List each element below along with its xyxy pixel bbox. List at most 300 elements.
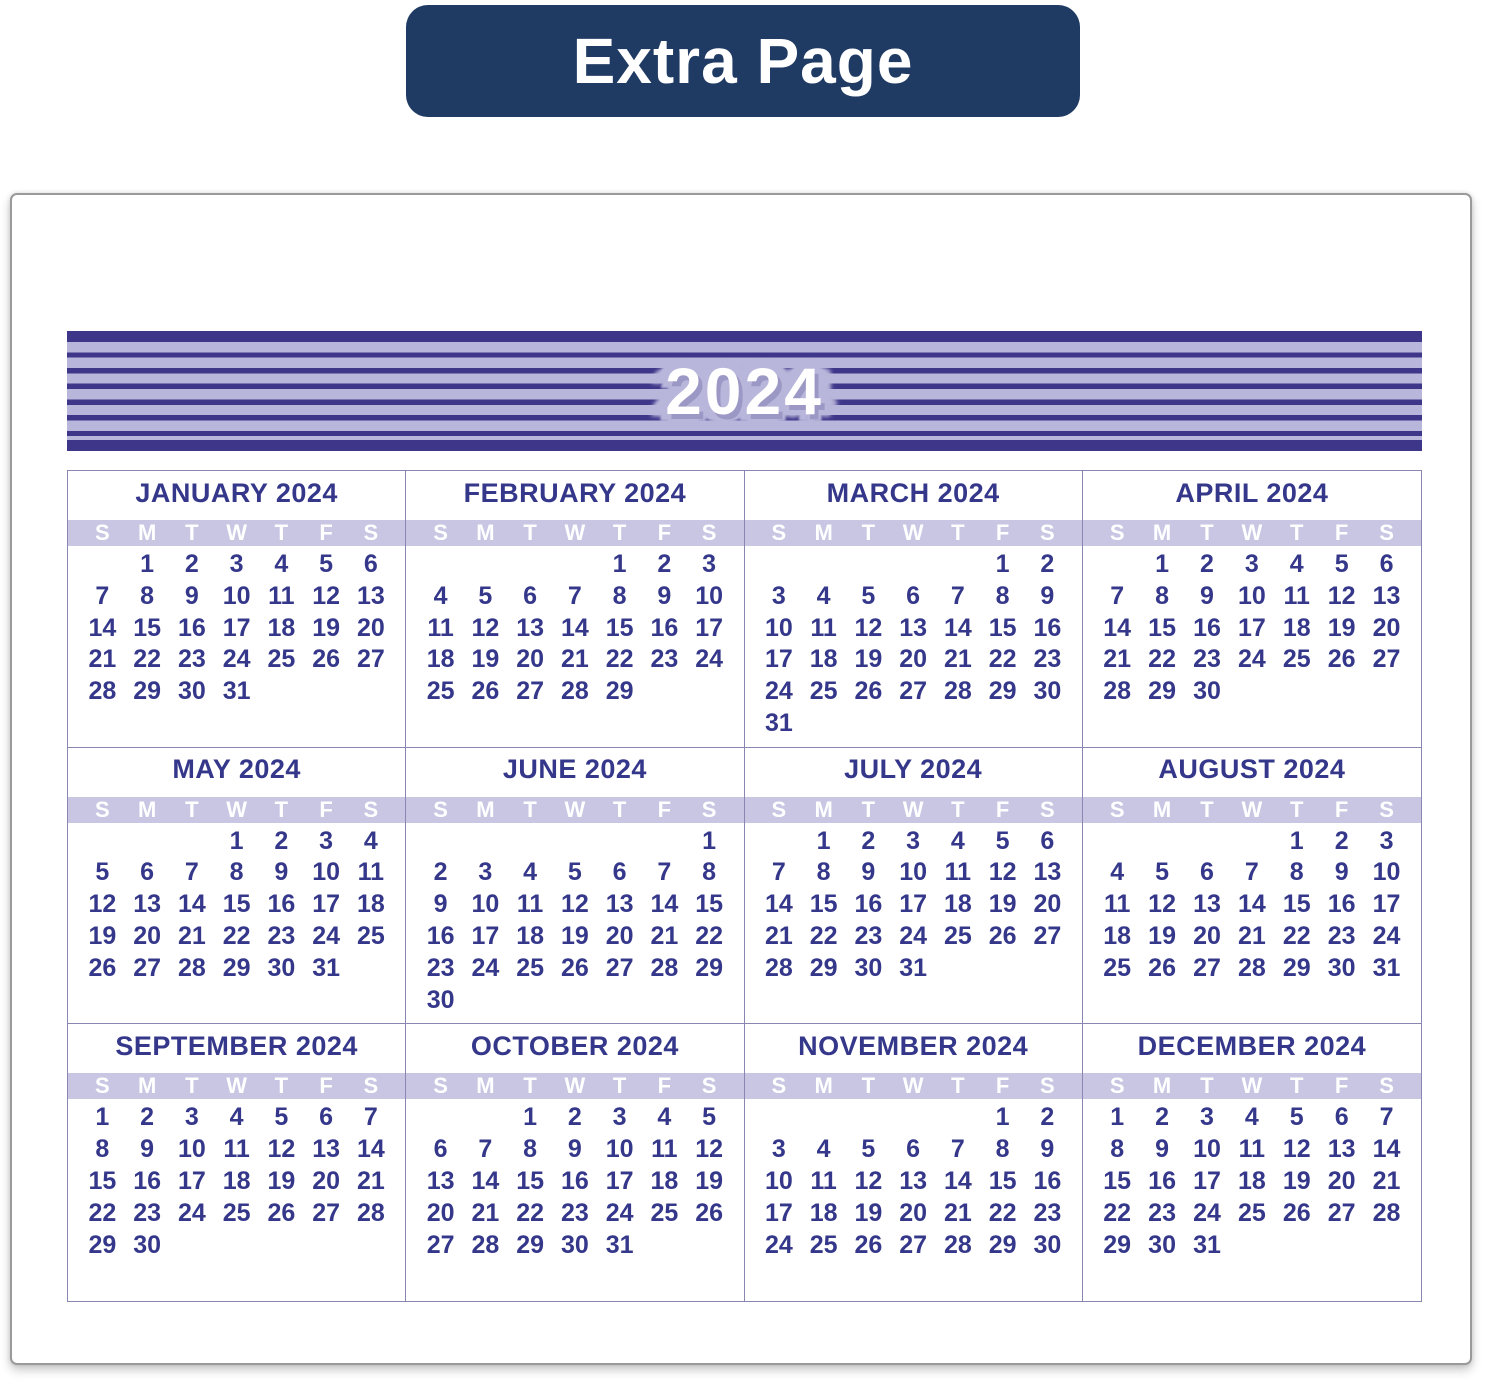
date-cell: 15 — [1282, 890, 1311, 919]
date-cell: 25 — [1103, 953, 1132, 982]
weekday-label: M — [814, 1073, 833, 1099]
date-cell: 8 — [140, 581, 155, 610]
date-cell: 1 — [702, 826, 717, 855]
date-cell-empty — [304, 676, 349, 708]
date-cell: 27 — [899, 1230, 928, 1259]
date-cell-empty — [80, 549, 125, 581]
date-cell: 12 — [471, 613, 500, 642]
dates-grid — [745, 1099, 1082, 1261]
date-cell: 27 — [899, 677, 928, 706]
date-cell: 8 — [1289, 858, 1304, 887]
date-cell: 28 — [943, 677, 972, 706]
month-title: JULY 2024 — [844, 754, 983, 785]
weekday-label: T — [1290, 1073, 1304, 1099]
weekday-label: M — [137, 520, 157, 545]
dates-grid — [68, 546, 405, 708]
date-cell: 10 — [471, 890, 500, 919]
date-cell: 14 — [943, 1166, 972, 1195]
weekday-label: M — [137, 1073, 157, 1099]
date-cell-empty — [418, 826, 463, 858]
date-cell: 27 — [312, 1198, 341, 1227]
dates-grid — [406, 546, 743, 708]
date-cell: 3 — [771, 581, 786, 610]
date-cell-empty — [463, 985, 508, 1017]
date-cell: 16 — [650, 613, 679, 642]
date-cell-empty — [170, 826, 215, 858]
date-cell: 23 — [1193, 645, 1221, 674]
date-cell: 4 — [1244, 1103, 1259, 1132]
date-cell: 4 — [816, 581, 831, 610]
date-cell: 27 — [1033, 922, 1062, 951]
date-cell: 20 — [605, 922, 634, 951]
month-cell — [68, 471, 406, 748]
month-title: MAY 2024 — [172, 754, 301, 785]
date-cell: 25 — [1237, 1198, 1266, 1227]
date-cell: 1 — [1155, 550, 1170, 578]
weekday-label: S — [1379, 796, 1394, 822]
date-cell: 18 — [356, 890, 385, 919]
date-cell-empty — [463, 826, 508, 858]
date-cell-empty — [259, 1230, 304, 1262]
date-cell-empty — [1140, 826, 1185, 858]
date-cell: 8 — [995, 581, 1010, 610]
weekday-label: W — [226, 520, 247, 545]
date-cell-empty — [418, 1102, 463, 1134]
date-cell: 23 — [854, 922, 883, 951]
date-cell: 18 — [1282, 613, 1311, 642]
date-cell: 7 — [478, 1135, 493, 1164]
date-cell: 31 — [312, 953, 341, 982]
date-cell: 10 — [1193, 1135, 1221, 1164]
date-cell-empty — [642, 676, 687, 708]
date-cell: 9 — [567, 1135, 582, 1164]
date-cell-empty — [1274, 1230, 1319, 1262]
date-cell: 1 — [995, 1103, 1010, 1132]
date-cell-empty — [687, 1230, 732, 1262]
dates-grid — [745, 546, 1082, 740]
date-cell: 6 — [906, 1135, 921, 1164]
weekday-label: T — [523, 520, 537, 545]
date-cell: 4 — [1289, 550, 1304, 578]
weekday-label: M — [814, 796, 833, 822]
date-cell: 13 — [1033, 858, 1062, 887]
weekday-label: T — [1200, 796, 1214, 822]
date-cell-empty — [1025, 708, 1070, 740]
months-grid — [67, 470, 1422, 1302]
date-cell: 20 — [133, 922, 162, 951]
date-cell-empty — [936, 953, 981, 985]
weekday-header-row — [68, 520, 405, 546]
date-cell: 2 — [567, 1103, 582, 1132]
date-cell: 2 — [433, 858, 448, 887]
date-cell-empty — [980, 953, 1025, 985]
weekday-label: W — [226, 796, 247, 822]
date-cell: 15 — [88, 1166, 117, 1195]
date-cell: 11 — [1283, 581, 1310, 610]
date-cell: 1 — [523, 1103, 538, 1132]
date-cell: 19 — [1282, 1166, 1311, 1195]
date-cell: 7 — [95, 581, 110, 610]
weekday-label: S — [1379, 1073, 1394, 1099]
weekday-label: S — [701, 520, 717, 545]
date-cell: 14 — [471, 1166, 500, 1195]
date-cell-empty — [349, 676, 394, 708]
date-cell: 16 — [1193, 613, 1221, 642]
date-cell: 15 — [133, 613, 162, 642]
date-cell: 27 — [1193, 953, 1221, 982]
date-cell: 24 — [471, 953, 500, 982]
date-cell-empty — [1229, 826, 1274, 858]
date-cell: 10 — [695, 581, 724, 610]
date-cell: 2 — [1155, 1103, 1170, 1132]
date-cell: 14 — [177, 890, 206, 919]
date-cell: 5 — [274, 1103, 289, 1132]
date-cell: 17 — [471, 922, 500, 951]
weekday-label: W — [902, 1073, 924, 1099]
date-cell: 7 — [1244, 858, 1259, 887]
date-cell: 26 — [988, 922, 1017, 951]
date-cell: 11 — [357, 858, 385, 887]
date-cell: 22 — [809, 922, 838, 951]
date-cell: 21 — [943, 645, 972, 674]
date-cell: 8 — [612, 581, 627, 610]
date-cell: 14 — [650, 890, 679, 919]
date-cell: 6 — [433, 1135, 448, 1164]
weekday-label: T — [1290, 796, 1304, 822]
date-cell: 11 — [516, 890, 544, 919]
date-cell: 3 — [771, 1135, 786, 1164]
date-cell: 6 — [319, 1103, 334, 1132]
date-cell: 12 — [1327, 581, 1356, 610]
date-cell: 21 — [1372, 1166, 1401, 1195]
date-cell: 5 — [861, 581, 876, 610]
month-title: JANUARY 2024 — [135, 477, 338, 508]
date-cell-empty — [259, 676, 304, 708]
date-cell-empty — [687, 985, 732, 1017]
date-cell: 4 — [1110, 858, 1125, 887]
weekday-label: W — [564, 1073, 586, 1099]
weekday-label: T — [185, 796, 199, 822]
month-cell — [406, 471, 744, 748]
month-cell — [1083, 1024, 1421, 1301]
date-cell: 15 — [695, 890, 724, 919]
date-cell: 23 — [1327, 922, 1356, 951]
date-cell: 13 — [516, 613, 545, 642]
date-cell: 12 — [312, 581, 341, 610]
date-cell: 28 — [88, 677, 117, 706]
date-cell: 17 — [177, 1166, 206, 1195]
date-cell: 4 — [657, 1103, 672, 1132]
date-cell: 30 — [1033, 1230, 1062, 1259]
weekday-label: M — [814, 520, 833, 545]
date-cell: 23 — [650, 645, 679, 674]
weekday-label: S — [1379, 520, 1394, 545]
date-cell: 4 — [523, 858, 538, 887]
date-cell-empty — [757, 1102, 802, 1134]
date-cell: 10 — [1237, 581, 1266, 610]
date-cell: 11 — [651, 1135, 678, 1164]
weekday-label: T — [523, 1073, 537, 1099]
date-cell: 3 — [702, 550, 717, 578]
weekday-label: F — [995, 1073, 1010, 1099]
date-cell-empty — [463, 549, 508, 581]
date-cell: 26 — [471, 677, 500, 706]
date-cell-empty — [1185, 826, 1230, 858]
date-cell: 29 — [1148, 677, 1176, 706]
date-cell-empty — [936, 708, 981, 740]
date-cell: 10 — [222, 581, 251, 610]
date-cell: 18 — [222, 1166, 251, 1195]
date-cell: 23 — [1148, 1198, 1176, 1227]
weekday-label: T — [861, 520, 876, 545]
month-title: DECEMBER 2024 — [1137, 1030, 1367, 1061]
date-cell: 7 — [950, 581, 965, 610]
date-cell: 4 — [229, 1103, 244, 1132]
date-cell-empty — [1319, 676, 1364, 708]
date-cell: 20 — [356, 613, 385, 642]
weekday-label: W — [226, 1073, 247, 1099]
date-cell-empty — [349, 1230, 394, 1262]
date-cell: 7 — [1379, 1103, 1394, 1132]
date-cell: 29 — [1103, 1230, 1132, 1259]
date-cell: 3 — [478, 858, 493, 887]
date-cell: 10 — [605, 1135, 634, 1164]
dates-grid — [1083, 1099, 1421, 1261]
date-cell: 27 — [605, 953, 634, 982]
date-cell: 17 — [1237, 613, 1266, 642]
month-title: SEPTEMBER 2024 — [115, 1030, 358, 1061]
date-cell-empty — [508, 549, 553, 581]
date-cell: 24 — [764, 1230, 793, 1259]
date-cell-empty — [801, 708, 846, 740]
date-cell-empty — [1274, 676, 1319, 708]
date-cell: 23 — [177, 645, 206, 674]
date-cell: 9 — [861, 858, 876, 887]
weekday-header-row — [406, 797, 743, 823]
date-cell: 25 — [943, 922, 972, 951]
date-cell: 28 — [560, 677, 589, 706]
date-cell: 28 — [1103, 677, 1132, 706]
weekday-header-row — [745, 1073, 1082, 1099]
date-cell: 9 — [1040, 1135, 1055, 1164]
date-cell-empty — [463, 1102, 508, 1134]
weekday-label: M — [476, 520, 495, 545]
date-cell-empty — [508, 826, 553, 858]
date-cell: 27 — [1372, 645, 1401, 674]
date-cell: 30 — [426, 985, 455, 1014]
month-cell — [745, 748, 1083, 1025]
date-cell: 9 — [1155, 1135, 1170, 1164]
date-cell: 27 — [1327, 1198, 1356, 1227]
date-cell: 17 — [605, 1166, 634, 1195]
date-cell: 13 — [899, 613, 928, 642]
date-cell: 6 — [612, 858, 627, 887]
date-cell: 9 — [1040, 581, 1055, 610]
weekday-header-row — [745, 520, 1082, 546]
date-cell: 7 — [950, 1135, 965, 1164]
date-cell: 15 — [605, 613, 634, 642]
date-cell: 26 — [267, 1198, 296, 1227]
date-cell: 2 — [861, 826, 876, 855]
date-cell: 26 — [560, 953, 589, 982]
date-cell: 17 — [899, 890, 928, 919]
date-cell: 13 — [1327, 1135, 1356, 1164]
date-cell: 30 — [854, 953, 883, 982]
date-cell: 14 — [764, 890, 793, 919]
date-cell: 1 — [95, 1103, 110, 1132]
weekday-label: W — [1241, 1073, 1263, 1099]
date-cell: 26 — [312, 645, 341, 674]
date-cell: 14 — [356, 1135, 385, 1164]
weekday-label: S — [771, 1073, 787, 1099]
month-cell — [1083, 748, 1421, 1025]
date-cell: 29 — [988, 1230, 1017, 1259]
date-cell: 13 — [899, 1166, 928, 1195]
date-cell: 13 — [426, 1166, 455, 1195]
date-cell: 25 — [356, 922, 385, 951]
date-cell: 19 — [988, 890, 1017, 919]
date-cell-empty — [642, 826, 687, 858]
date-cell: 20 — [1193, 922, 1221, 951]
date-cell: 20 — [1327, 1166, 1356, 1195]
date-cell: 15 — [988, 613, 1017, 642]
date-cell: 26 — [88, 953, 117, 982]
weekday-label: S — [95, 1073, 110, 1099]
date-cell: 29 — [988, 677, 1017, 706]
date-cell: 16 — [177, 613, 206, 642]
date-cell: 24 — [764, 677, 793, 706]
date-cell: 31 — [605, 1230, 634, 1259]
date-cell: 16 — [267, 890, 296, 919]
date-cell: 25 — [650, 1198, 679, 1227]
date-cell-empty — [1095, 826, 1140, 858]
month-title: APRIL 2024 — [1175, 477, 1329, 508]
date-cell: 19 — [695, 1166, 724, 1195]
weekday-label: S — [1040, 520, 1055, 545]
date-cell: 26 — [854, 1230, 883, 1259]
date-cell: 27 — [516, 677, 545, 706]
date-cell: 1 — [1110, 1103, 1125, 1132]
date-cell: 5 — [1155, 858, 1170, 887]
date-cell-empty — [1095, 549, 1140, 581]
date-cell: 17 — [764, 1198, 793, 1227]
date-cell: 21 — [177, 922, 206, 951]
date-cell: 9 — [274, 858, 289, 887]
date-cell: 27 — [426, 1230, 455, 1259]
date-cell: 1 — [1289, 826, 1304, 855]
date-cell: 21 — [88, 645, 117, 674]
date-cell: 10 — [899, 858, 928, 887]
date-cell: 18 — [650, 1166, 679, 1195]
month-title: AUGUST 2024 — [1158, 754, 1346, 785]
date-cell: 26 — [1148, 953, 1176, 982]
date-cell: 24 — [312, 922, 341, 951]
date-cell: 25 — [267, 645, 296, 674]
date-cell-empty — [1364, 676, 1409, 708]
weekday-label: F — [319, 796, 333, 822]
date-cell: 1 — [816, 826, 831, 855]
date-cell: 10 — [1372, 858, 1401, 887]
date-cell: 15 — [222, 890, 251, 919]
date-cell-empty — [846, 708, 891, 740]
date-cell: 12 — [1148, 890, 1176, 919]
date-cell: 18 — [426, 645, 455, 674]
weekday-header-row — [406, 520, 743, 546]
date-cell: 11 — [427, 613, 454, 642]
date-cell: 16 — [1148, 1166, 1176, 1195]
date-cell: 13 — [356, 581, 385, 610]
date-cell: 29 — [809, 953, 838, 982]
date-cell: 6 — [1200, 858, 1214, 887]
date-cell-empty — [1319, 1230, 1364, 1262]
date-cell: 28 — [471, 1230, 500, 1259]
date-cell-empty — [891, 1102, 936, 1134]
date-cell: 3 — [906, 826, 921, 855]
weekday-label: T — [951, 1073, 965, 1099]
date-cell: 6 — [523, 581, 538, 610]
date-cell: 12 — [695, 1135, 724, 1164]
date-cell: 23 — [560, 1198, 589, 1227]
date-cell: 15 — [988, 1166, 1017, 1195]
date-cell-empty — [980, 708, 1025, 740]
date-cell: 11 — [268, 581, 295, 610]
dates-grid — [745, 823, 1082, 985]
date-cell-empty — [418, 549, 463, 581]
date-cell: 12 — [988, 858, 1017, 887]
date-cell: 1 — [995, 550, 1010, 578]
date-cell-empty — [801, 1102, 846, 1134]
date-cell: 6 — [363, 550, 378, 578]
date-cell: 16 — [426, 922, 455, 951]
date-cell-empty — [891, 549, 936, 581]
date-cell: 29 — [695, 953, 724, 982]
date-cell: 29 — [605, 677, 634, 706]
date-cell: 12 — [1282, 1135, 1311, 1164]
dates-grid — [406, 823, 743, 1017]
date-cell: 7 — [567, 581, 582, 610]
weekday-label: T — [612, 1073, 627, 1099]
date-cell: 31 — [1193, 1230, 1221, 1259]
date-cell: 18 — [1237, 1166, 1266, 1195]
weekday-label: T — [951, 520, 965, 545]
date-cell: 29 — [516, 1230, 545, 1259]
date-cell: 18 — [809, 1198, 838, 1227]
date-cell: 8 — [1110, 1135, 1125, 1164]
weekday-label: M — [476, 1073, 495, 1099]
date-cell: 3 — [612, 1103, 627, 1132]
date-cell: 13 — [1372, 581, 1401, 610]
date-cell: 30 — [267, 953, 296, 982]
date-cell: 10 — [177, 1135, 206, 1164]
date-cell: 15 — [1148, 613, 1176, 642]
date-cell: 14 — [560, 613, 589, 642]
weekday-label: T — [1200, 520, 1214, 545]
date-cell: 17 — [1193, 1166, 1221, 1195]
weekday-label: F — [995, 796, 1010, 822]
date-cell-empty — [757, 826, 802, 858]
date-cell-empty — [80, 826, 125, 858]
date-cell: 16 — [560, 1166, 589, 1195]
date-cell: 24 — [1372, 922, 1401, 951]
date-cell-empty — [801, 549, 846, 581]
date-cell: 16 — [1033, 1166, 1062, 1195]
date-cell: 5 — [861, 1135, 876, 1164]
month-title: OCTOBER 2024 — [470, 1030, 679, 1061]
date-cell-empty — [846, 549, 891, 581]
date-cell: 19 — [471, 645, 500, 674]
dates-grid — [1083, 823, 1421, 985]
date-cell: 20 — [899, 1198, 928, 1227]
